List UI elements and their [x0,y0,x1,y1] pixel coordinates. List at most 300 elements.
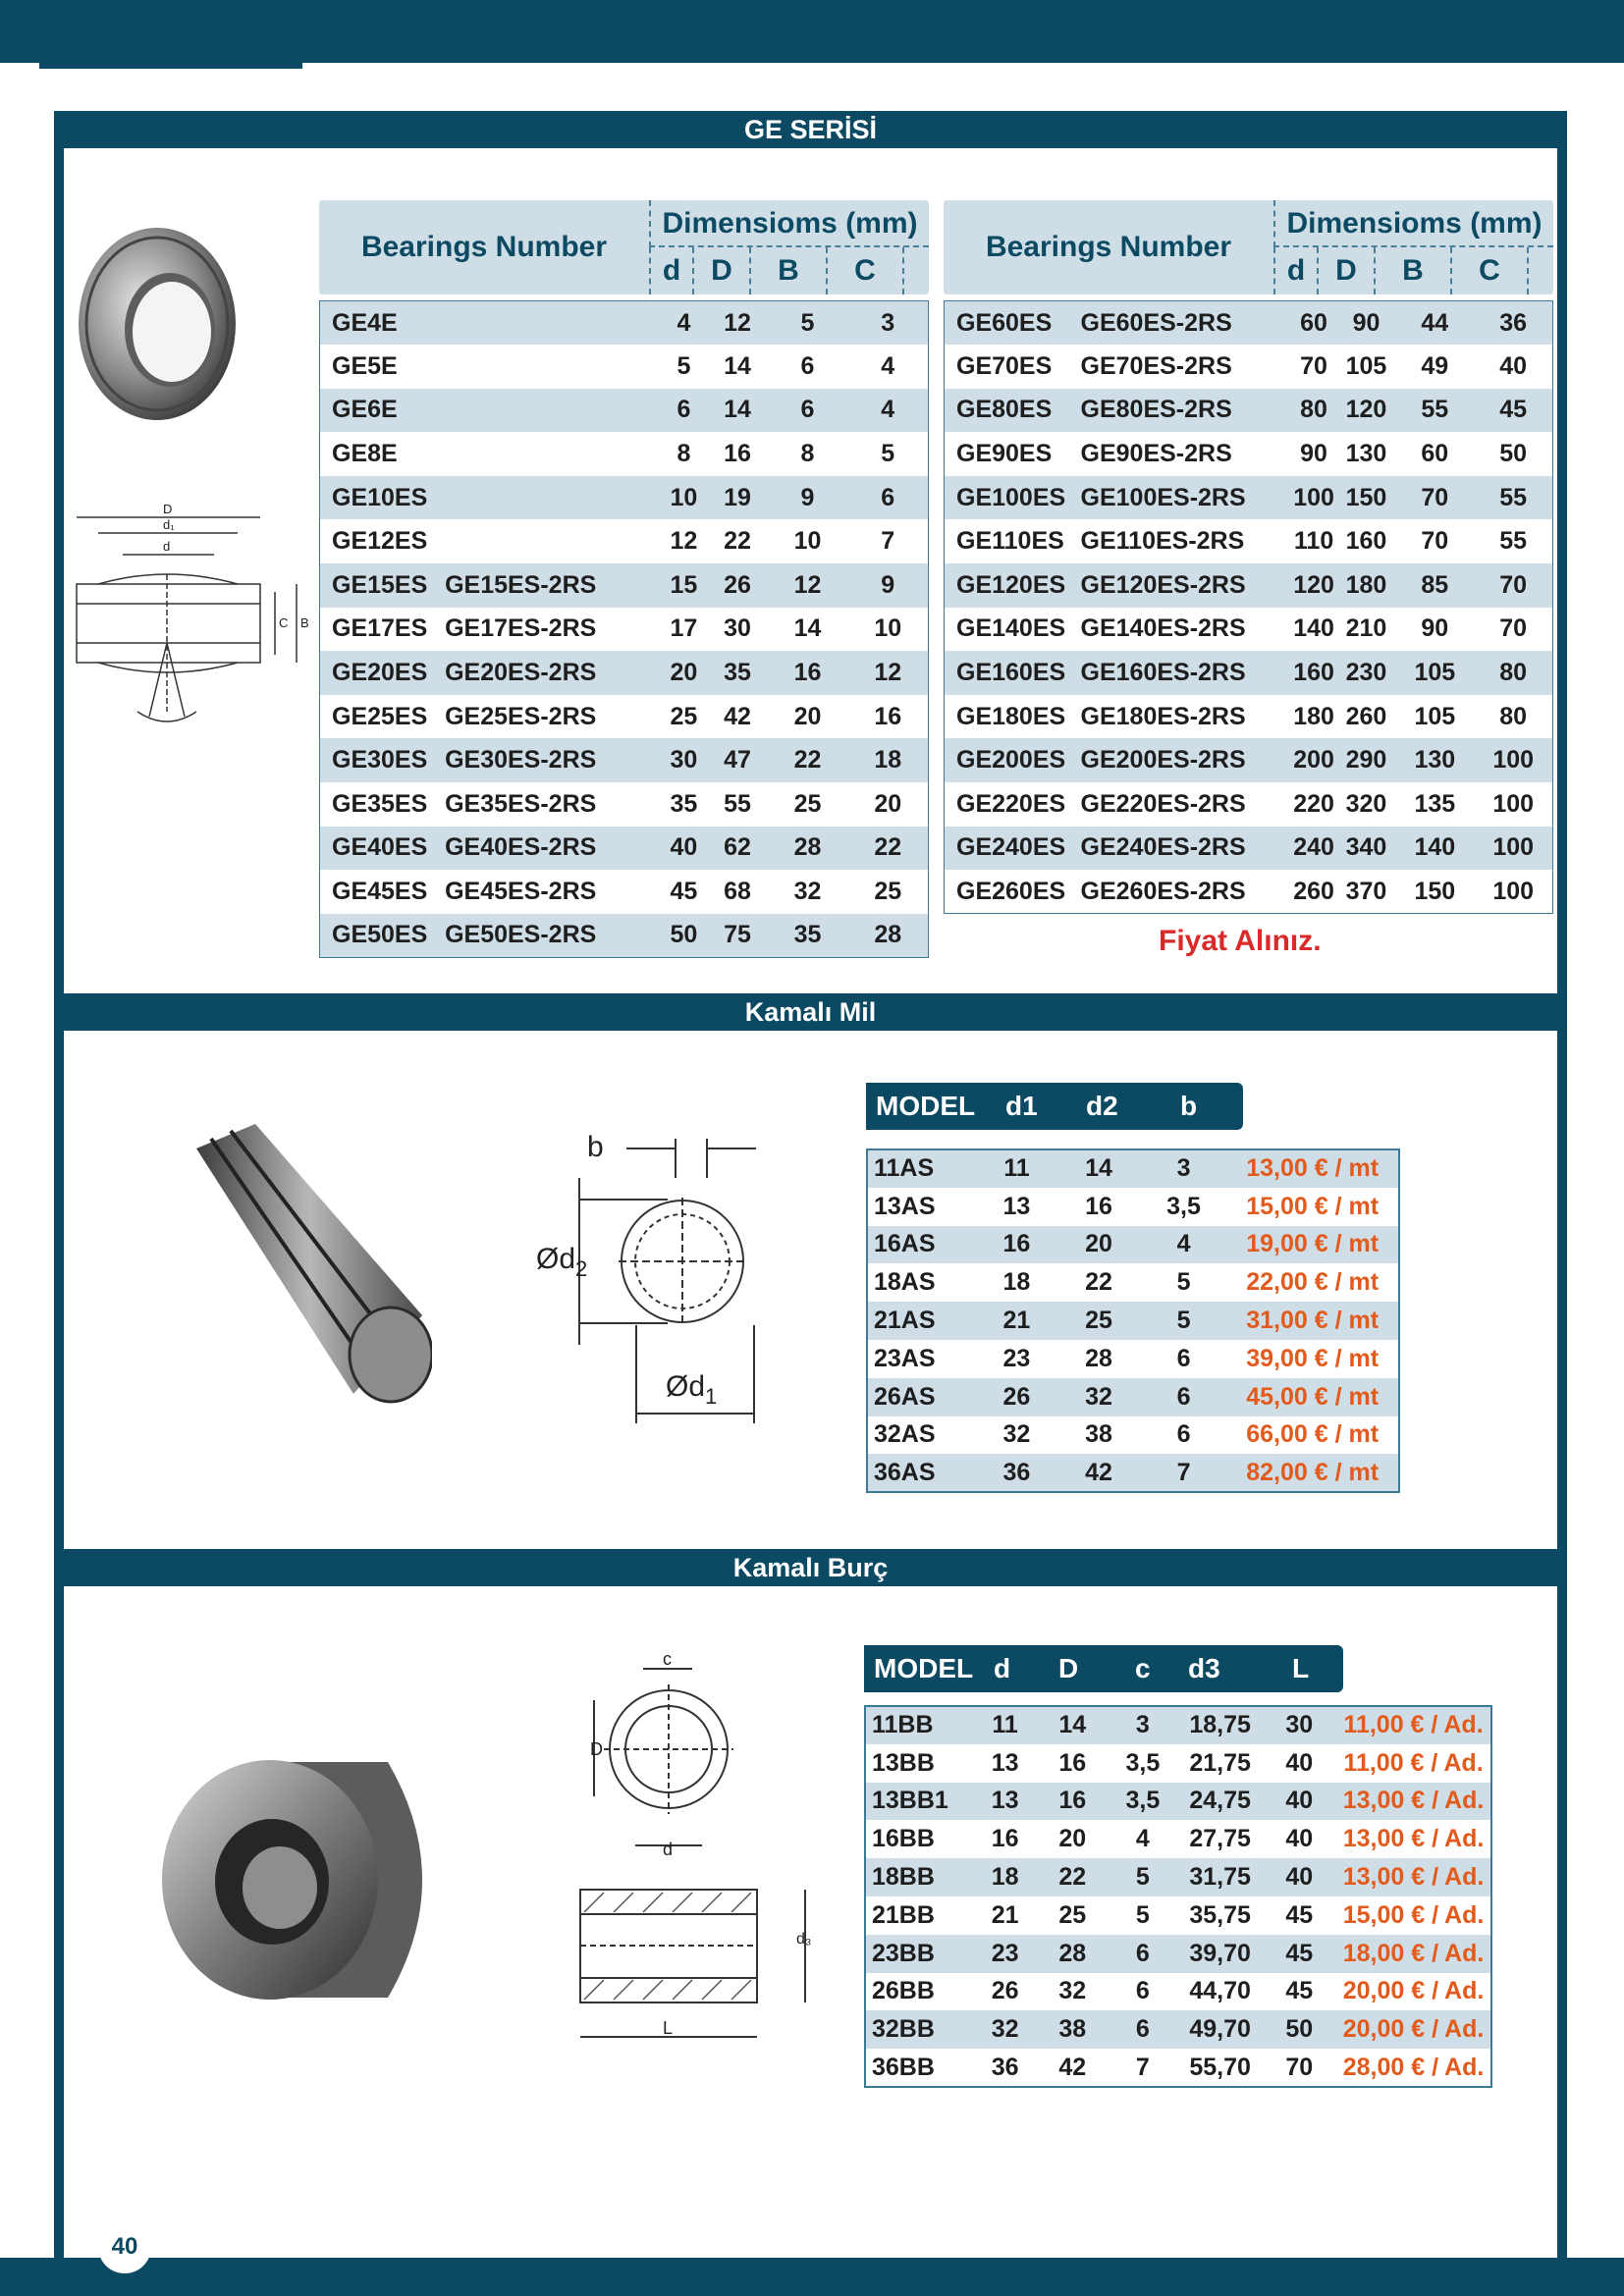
dim-C: 100 [1492,877,1535,905]
dim-C: 50 [1499,440,1528,468]
ge-left-table [319,300,929,958]
L: 70 [1285,2053,1314,2081]
L: 45 [1285,1939,1314,1967]
table-row [867,1149,1399,1188]
dim-C: 18 [874,746,902,774]
dim-B: 150 [1414,877,1456,905]
model: 18AS [874,1268,936,1297]
model: 21BB [872,1900,935,1929]
d: 16 [991,1825,1019,1853]
table-row [945,608,1553,652]
d: 11 [992,1711,1018,1739]
table-row [865,1896,1491,1935]
bearing-number: GE120ES [956,570,1066,599]
b: 6 [1176,1420,1191,1449]
dim-D: 55 [724,789,751,818]
D: 20 [1058,1825,1087,1853]
d: 13 [991,1787,1019,1815]
table-row [945,563,1553,608]
model: 13BB [872,1748,935,1777]
table-row [320,345,929,389]
dim-d: 5 [677,351,691,380]
dim-d: 35 [670,789,698,818]
d: 13 [991,1748,1019,1777]
dim-D: 340 [1345,833,1387,862]
top-bar-accent [39,63,302,69]
table-row [320,301,929,346]
table-row [320,870,929,914]
dim-D: 370 [1345,877,1387,905]
dim-D: 30 [724,614,751,643]
table-row [320,651,929,695]
price: 28,00 € / Ad. [1342,2053,1485,2081]
table-row [865,1935,1491,1973]
c: 5 [1135,1900,1150,1929]
header-col-D: D [1319,247,1376,294]
table-row [320,476,929,520]
table-row [865,2049,1491,2087]
bearing-number: GE50ES [332,921,428,949]
D: 32 [1058,1977,1087,2005]
bearing-number: GE15ES [332,570,428,599]
section-title-kamali-burc: Kamalı Burç [54,1549,1567,1586]
bearing-number-2rs [433,476,660,520]
drawing-label-d1: Ød [666,1370,706,1403]
table-row [320,389,929,433]
L: 45 [1285,1977,1314,2005]
model: 16AS [874,1230,936,1258]
header-col-B: B [751,247,828,294]
d: 23 [991,1939,1019,1967]
bearing-number-2rs: GE180ES-2RS [1080,702,1246,730]
price: 31,00 € / mt [1246,1307,1380,1335]
L: 50 [1285,2015,1314,2044]
table-row [865,1744,1491,1783]
dim-D: 42 [724,702,751,730]
bearing-number: GE140ES [956,614,1066,643]
bearing-number: GE10ES [332,483,428,511]
model: 26AS [874,1382,936,1411]
dim-B: 55 [1421,396,1449,424]
dim-C: 80 [1499,702,1528,730]
d: 26 [991,1977,1019,2005]
bearing-number-2rs: GE220ES-2RS [1080,789,1246,818]
dim-D: 16 [724,440,751,468]
d1: 13 [1002,1192,1031,1220]
price: 19,00 € / mt [1246,1230,1380,1258]
table-row [867,1188,1399,1226]
header-dimensions: Dimensioms (mm) [649,200,929,247]
dim-d: 240 [1293,833,1334,862]
dim-d: 50 [670,921,698,949]
table-row [320,782,929,827]
d3: 24,75 [1189,1787,1251,1815]
dim-d: 40 [670,833,698,862]
dim-C: 25 [874,878,902,906]
drawing-label-d3: d₃ [796,1931,812,1948]
table-row [865,1783,1491,1821]
bearing-number: GE20ES [332,659,428,687]
bearing-number: GE17ES [332,614,428,643]
table-row [945,519,1553,563]
dim-d: 110 [1293,527,1334,556]
model: 11BB [872,1711,934,1739]
table-row [320,608,929,652]
burc-header-d3: d3 [1188,1653,1220,1683]
table-row [320,563,929,608]
dim-B: 22 [793,746,822,774]
bearing-number: GE90ES [956,440,1053,468]
drawing-label-L: L [663,2018,674,2038]
d3: 27,75 [1189,1825,1251,1853]
c: 3,5 [1125,1748,1161,1777]
dim-C: 6 [881,483,895,511]
dim-D: 14 [724,396,751,424]
dim-B: 20 [793,702,822,730]
bearing-number: GE30ES [332,746,428,774]
dim-B: 60 [1421,440,1449,468]
dim-B: 25 [793,789,822,818]
mil-header-model: MODEL [876,1091,976,1121]
burc-header-c: c [1135,1653,1151,1683]
dim-C: 55 [1499,483,1528,511]
c: 5 [1135,1863,1150,1892]
price: 22,00 € / mt [1246,1268,1380,1297]
model: 36AS [874,1458,936,1486]
d3: 31,75 [1189,1863,1251,1892]
dim-D: 75 [724,921,751,949]
bearing-number-2rs: GE40ES-2RS [445,833,597,862]
bearing-number-2rs: GE160ES-2RS [1080,659,1246,687]
bearing-number-2rs: GE15ES-2RS [445,570,597,599]
table-row [945,432,1553,476]
price-request-note: Fiyat Alınız. [1159,925,1322,957]
table-row [867,1454,1399,1492]
bearing-number-2rs: GE60ES-2RS [1080,308,1232,337]
mil-table [866,1148,1400,1493]
dim-C: 70 [1499,614,1528,643]
header-col-d: d [1273,247,1319,294]
model: 32BB [872,2015,935,2044]
model: 36BB [872,2053,935,2081]
drawing-label-d: d [163,539,171,554]
drawing-label-c: c [663,1649,672,1669]
d: 36 [991,2053,1019,2081]
burc-header-D: D [1058,1653,1079,1683]
price: 18,00 € / Ad. [1342,1939,1485,1967]
bearing-number-2rs: GE90ES-2RS [1080,440,1232,468]
price: 39,00 € / mt [1246,1344,1380,1372]
table-row [867,1340,1399,1378]
dim-D: 230 [1345,659,1387,687]
table-row [945,476,1553,520]
header-bearings-number: Bearings Number [985,231,1232,263]
L: 30 [1285,1711,1314,1739]
drawing-label-d2-sub: 2 [575,1256,588,1281]
dim-d: 15 [670,570,698,599]
d3: 49,70 [1189,2015,1251,2044]
dim-d: 60 [1300,308,1327,337]
bearing-number: GE60ES [956,308,1053,337]
dim-C: 28 [874,921,902,949]
dim-d: 90 [1300,440,1327,468]
bearing-number: GE12ES [332,527,428,556]
L: 45 [1285,1900,1314,1929]
dim-B: 44 [1421,308,1449,337]
table-row [945,695,1553,739]
dim-B: 35 [793,921,822,949]
bearing-number: GE35ES [332,789,428,818]
L: 40 [1285,1787,1314,1815]
c: 3,5 [1125,1787,1161,1815]
bearing-number-2rs: GE140ES-2RS [1080,614,1246,643]
bearing-number: GE220ES [956,789,1066,818]
table-row [320,432,929,476]
dim-C: 20 [874,789,902,818]
dim-D: 19 [724,483,751,511]
section-title-ge: GE SERİSİ [54,111,1567,148]
D: 28 [1058,1939,1087,1967]
d2: 32 [1085,1382,1112,1411]
header-col-C: C [828,247,904,294]
bearing-number: GE260ES [956,877,1066,905]
dim-C: 9 [881,570,895,599]
dim-d: 20 [670,659,698,687]
bearing-technical-drawing [69,496,324,731]
d1: 11 [1003,1154,1030,1183]
d2: 42 [1085,1458,1112,1486]
dim-B: 140 [1414,833,1456,862]
d2: 14 [1085,1154,1112,1183]
bottom-bar [0,2258,1624,2296]
d3: 55,70 [1189,2053,1251,2081]
dim-D: 26 [724,570,751,599]
ge-left-header [319,200,929,294]
bearing-number-2rs: GE45ES-2RS [445,878,597,906]
splined-shaft-drawing [511,1119,805,1453]
dim-C: 7 [881,527,895,556]
dim-d: 80 [1300,396,1327,424]
model: 32AS [874,1420,936,1449]
dim-C: 16 [874,702,902,730]
bearing-number: GE80ES [956,396,1053,424]
dim-C: 22 [874,833,902,862]
mil-header-b: b [1180,1091,1198,1121]
dim-B: 12 [793,570,822,599]
c: 3 [1135,1711,1150,1739]
svg-text:Ød1 [666,1370,717,1409]
b: 7 [1176,1458,1191,1486]
table-row [320,914,929,958]
bearing-number: GE180ES [956,702,1066,730]
dim-B: 70 [1421,527,1449,556]
drawing-label-B: B [300,615,309,630]
dim-C: 5 [881,440,895,468]
drawing-label-d1-sub: 1 [705,1384,718,1409]
price: 11,00 € / Ad. [1343,1711,1484,1739]
dim-B: 85 [1421,570,1449,599]
ge-right-header [944,200,1553,294]
bearing-number-2rs: GE25ES-2RS [445,702,597,730]
d2: 16 [1085,1192,1112,1220]
dim-B: 14 [793,614,822,643]
table-row [945,389,1553,433]
header-col-d: d [649,247,694,294]
dim-C: 100 [1492,789,1535,818]
d1: 21 [1002,1307,1031,1335]
price: 13,00 € / mt [1246,1154,1380,1183]
dim-D: 320 [1345,789,1387,818]
b: 3 [1176,1154,1191,1183]
dim-B: 6 [800,396,815,424]
dim-C: 40 [1499,351,1528,380]
dim-C: 3 [881,308,895,337]
price: 13,00 € / Ad. [1342,1787,1485,1815]
burc-header-L: L [1292,1653,1310,1683]
bearing-number-2rs: GE110ES-2RS [1080,527,1245,556]
model: 16BB [872,1825,935,1853]
d1: 18 [1002,1268,1031,1297]
drawing-label-d2: Ød [536,1243,576,1275]
dim-C: 100 [1492,746,1535,774]
table-row [867,1263,1399,1302]
section-title-kamali-mil: Kamalı Mil [54,993,1567,1031]
bearing-number-2rs [433,432,660,476]
dim-d: 45 [670,878,698,906]
dim-B: 16 [793,659,822,687]
bearing-number-2rs: GE35ES-2RS [445,789,597,818]
dim-D: 260 [1345,702,1387,730]
mil-header-d2: d2 [1086,1091,1118,1121]
dim-D: 68 [724,878,751,906]
dim-C: 36 [1499,308,1528,337]
dim-d: 70 [1300,351,1327,380]
model: 26BB [872,1977,935,2005]
dim-B: 49 [1421,351,1449,380]
model: 23BB [872,1939,935,1967]
drawing-label-C: C [279,615,289,630]
dim-D: 180 [1345,570,1387,599]
dim-D: 62 [724,833,751,862]
dim-d: 17 [670,614,698,643]
d1: 36 [1002,1458,1031,1486]
dim-B: 28 [793,833,822,862]
model: 13BB1 [872,1787,948,1815]
d1: 32 [1002,1420,1031,1449]
burc-header-d: d [994,1653,1011,1683]
bearing-number: GE70ES [956,351,1053,380]
header-col-D: D [694,247,751,294]
bearing-number: GE240ES [956,833,1066,862]
d3: 44,70 [1189,1977,1251,2005]
dim-d: 6 [677,396,691,424]
dim-B: 90 [1421,614,1449,643]
table-row [865,1706,1491,1744]
b: 5 [1176,1307,1191,1335]
bearing-number-2rs: GE20ES-2RS [445,659,597,687]
burc-table-header [864,1645,1343,1692]
d: 18 [991,1863,1019,1892]
d1: 16 [1002,1230,1031,1258]
D: 42 [1058,2053,1087,2081]
L: 40 [1285,1825,1314,1853]
table-row [865,1858,1491,1896]
dim-D: 105 [1345,351,1387,380]
bearing-number: GE5E [332,351,398,380]
price: 20,00 € / Ad. [1342,1977,1485,2005]
header-col-C: C [1452,247,1529,294]
dim-B: 5 [800,308,815,337]
table-row [320,827,929,871]
D: 16 [1058,1748,1087,1777]
dim-d: 220 [1293,789,1334,818]
bearing-number-2rs [433,345,660,389]
dim-D: 150 [1345,483,1387,511]
table-row [945,345,1553,389]
d: 21 [991,1900,1019,1929]
dim-D: 14 [724,351,751,380]
dim-d: 180 [1293,702,1334,730]
dim-D: 22 [724,527,751,556]
price: 15,00 € / mt [1246,1192,1380,1220]
dim-d: 30 [670,746,698,774]
bearing-number-2rs: GE100ES-2RS [1080,483,1246,511]
dim-d: 200 [1293,746,1334,774]
L: 40 [1285,1748,1314,1777]
dim-D: 47 [724,746,751,774]
d2: 38 [1085,1420,1112,1449]
d2: 22 [1085,1268,1112,1297]
bearing-photo [74,206,241,442]
table-row [945,738,1553,782]
price: 15,00 € / Ad. [1342,1900,1485,1929]
dim-C: 12 [874,659,902,687]
dim-d: 100 [1293,483,1334,511]
bearing-number: GE25ES [332,702,428,730]
b: 6 [1176,1382,1191,1411]
table-row [945,301,1553,346]
dim-C: 4 [881,396,895,424]
bearing-number: GE8E [332,440,398,468]
bearing-number: GE200ES [956,746,1066,774]
dim-d: 8 [677,440,691,468]
dim-C: 10 [874,614,902,643]
header-dimensions: Dimensioms (mm) [1273,200,1553,247]
dim-d: 10 [670,483,698,511]
table-row [865,1973,1491,2011]
dim-d: 160 [1293,659,1334,687]
header-col-B: B [1376,247,1452,294]
dim-B: 10 [793,527,822,556]
drawing-label-D: D [163,502,173,516]
dim-d: 12 [670,527,698,556]
dim-B: 8 [800,440,815,468]
b: 5 [1176,1268,1191,1297]
price: 82,00 € / mt [1246,1458,1380,1486]
table-row [945,827,1553,871]
D: 16 [1058,1787,1087,1815]
dim-D: 90 [1352,308,1380,337]
D: 14 [1058,1711,1087,1739]
bearing-number: GE45ES [332,878,428,906]
price: 66,00 € / mt [1246,1420,1380,1449]
bearing-number-2rs: GE260ES-2RS [1080,877,1246,905]
price: 11,00 € / Ad. [1343,1748,1484,1777]
table-row [320,519,929,563]
table-row [945,651,1553,695]
c: 6 [1135,2015,1150,2044]
dim-B: 70 [1421,483,1449,511]
